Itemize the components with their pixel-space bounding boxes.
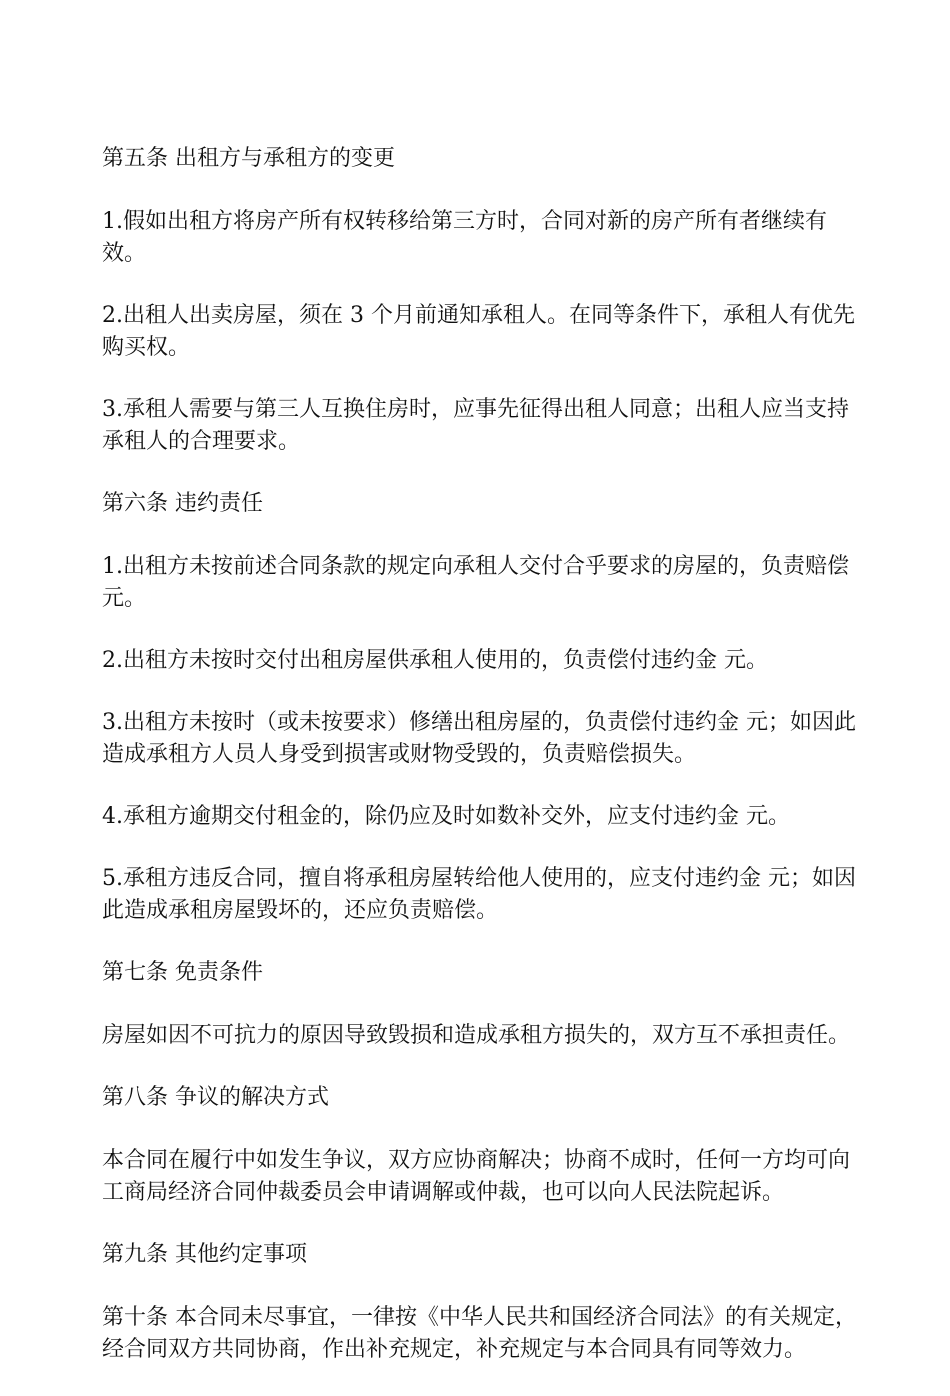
article-9-heading: 第九条 其他约定事项 xyxy=(102,1242,307,1267)
article-8-body: 本合同在履行中如发生争议，双方应协商解决；协商不成时，任何一方均可向工商局经济合同仲裁委员会申请调解或仲裁，也可以向人民法院起诉。 xyxy=(102,1148,851,1205)
article-6-clause-1: 1.出租方未按前述合同条款的规定向承租人交付合乎要求的房屋的，负责赔偿 元。 xyxy=(102,554,849,611)
article-7-body: 房屋如因不可抗力的原因导致毁损和造成承租方损失的，双方互不承担责任。 xyxy=(102,1023,851,1048)
article-6-clause-4: 4.承租方逾期交付租金的，除仍应及时如数补交外，应支付违约金 元。 xyxy=(102,804,790,829)
article-7-heading: 第七条 免责条件 xyxy=(102,960,263,985)
article-5-clause-1: 1.假如出租方将房产所有权转移给第三方时，合同对新的房产所有者继续有效。 xyxy=(102,209,827,266)
article-5-clause-3: 3.承租人需要与第三人互换住房时，应事先征得出租人同意；出租人应当支持承租人的合理要求。 xyxy=(102,397,849,454)
article-6-clause-2: 2.出租方未按时交付出租房屋供承租人使用的，负责偿付违约金 元。 xyxy=(102,648,768,673)
document-body xyxy=(102,143,862,1396)
article-5-clause-2: 2.出租人出卖房屋，须在 3 个月前通知承租人。在同等条件下，承租人有优先购买权。 xyxy=(102,303,855,360)
article-5-heading: 第五条 出租方与承租方的变更 xyxy=(102,146,395,171)
article-6-heading: 第六条 违约责任 xyxy=(102,491,263,516)
article-10-body: 第十条 本合同未尽事宜，一律按《中华人民共和国经济合同法》的有关规定，经合同双方共同协商，作出补充规定，补充规定与本合同具有同等效力。 xyxy=(102,1305,857,1362)
article-8-heading: 第八条 争议的解决方式 xyxy=(102,1085,329,1110)
article-6-clause-3: 3.出租方未按时（或未按要求）修缮出租房屋的，负责偿付违约金 元；如因此造成承租方人员人身受到损害或财物受毁的，负责赔偿损失。 xyxy=(102,710,856,767)
article-6-clause-5: 5.承租方违反合同，擅自将承租房屋转给他人使用的，应支付违约金 元；如因此造成承租房屋毁坏的，还应负责赔偿。 xyxy=(102,866,856,923)
